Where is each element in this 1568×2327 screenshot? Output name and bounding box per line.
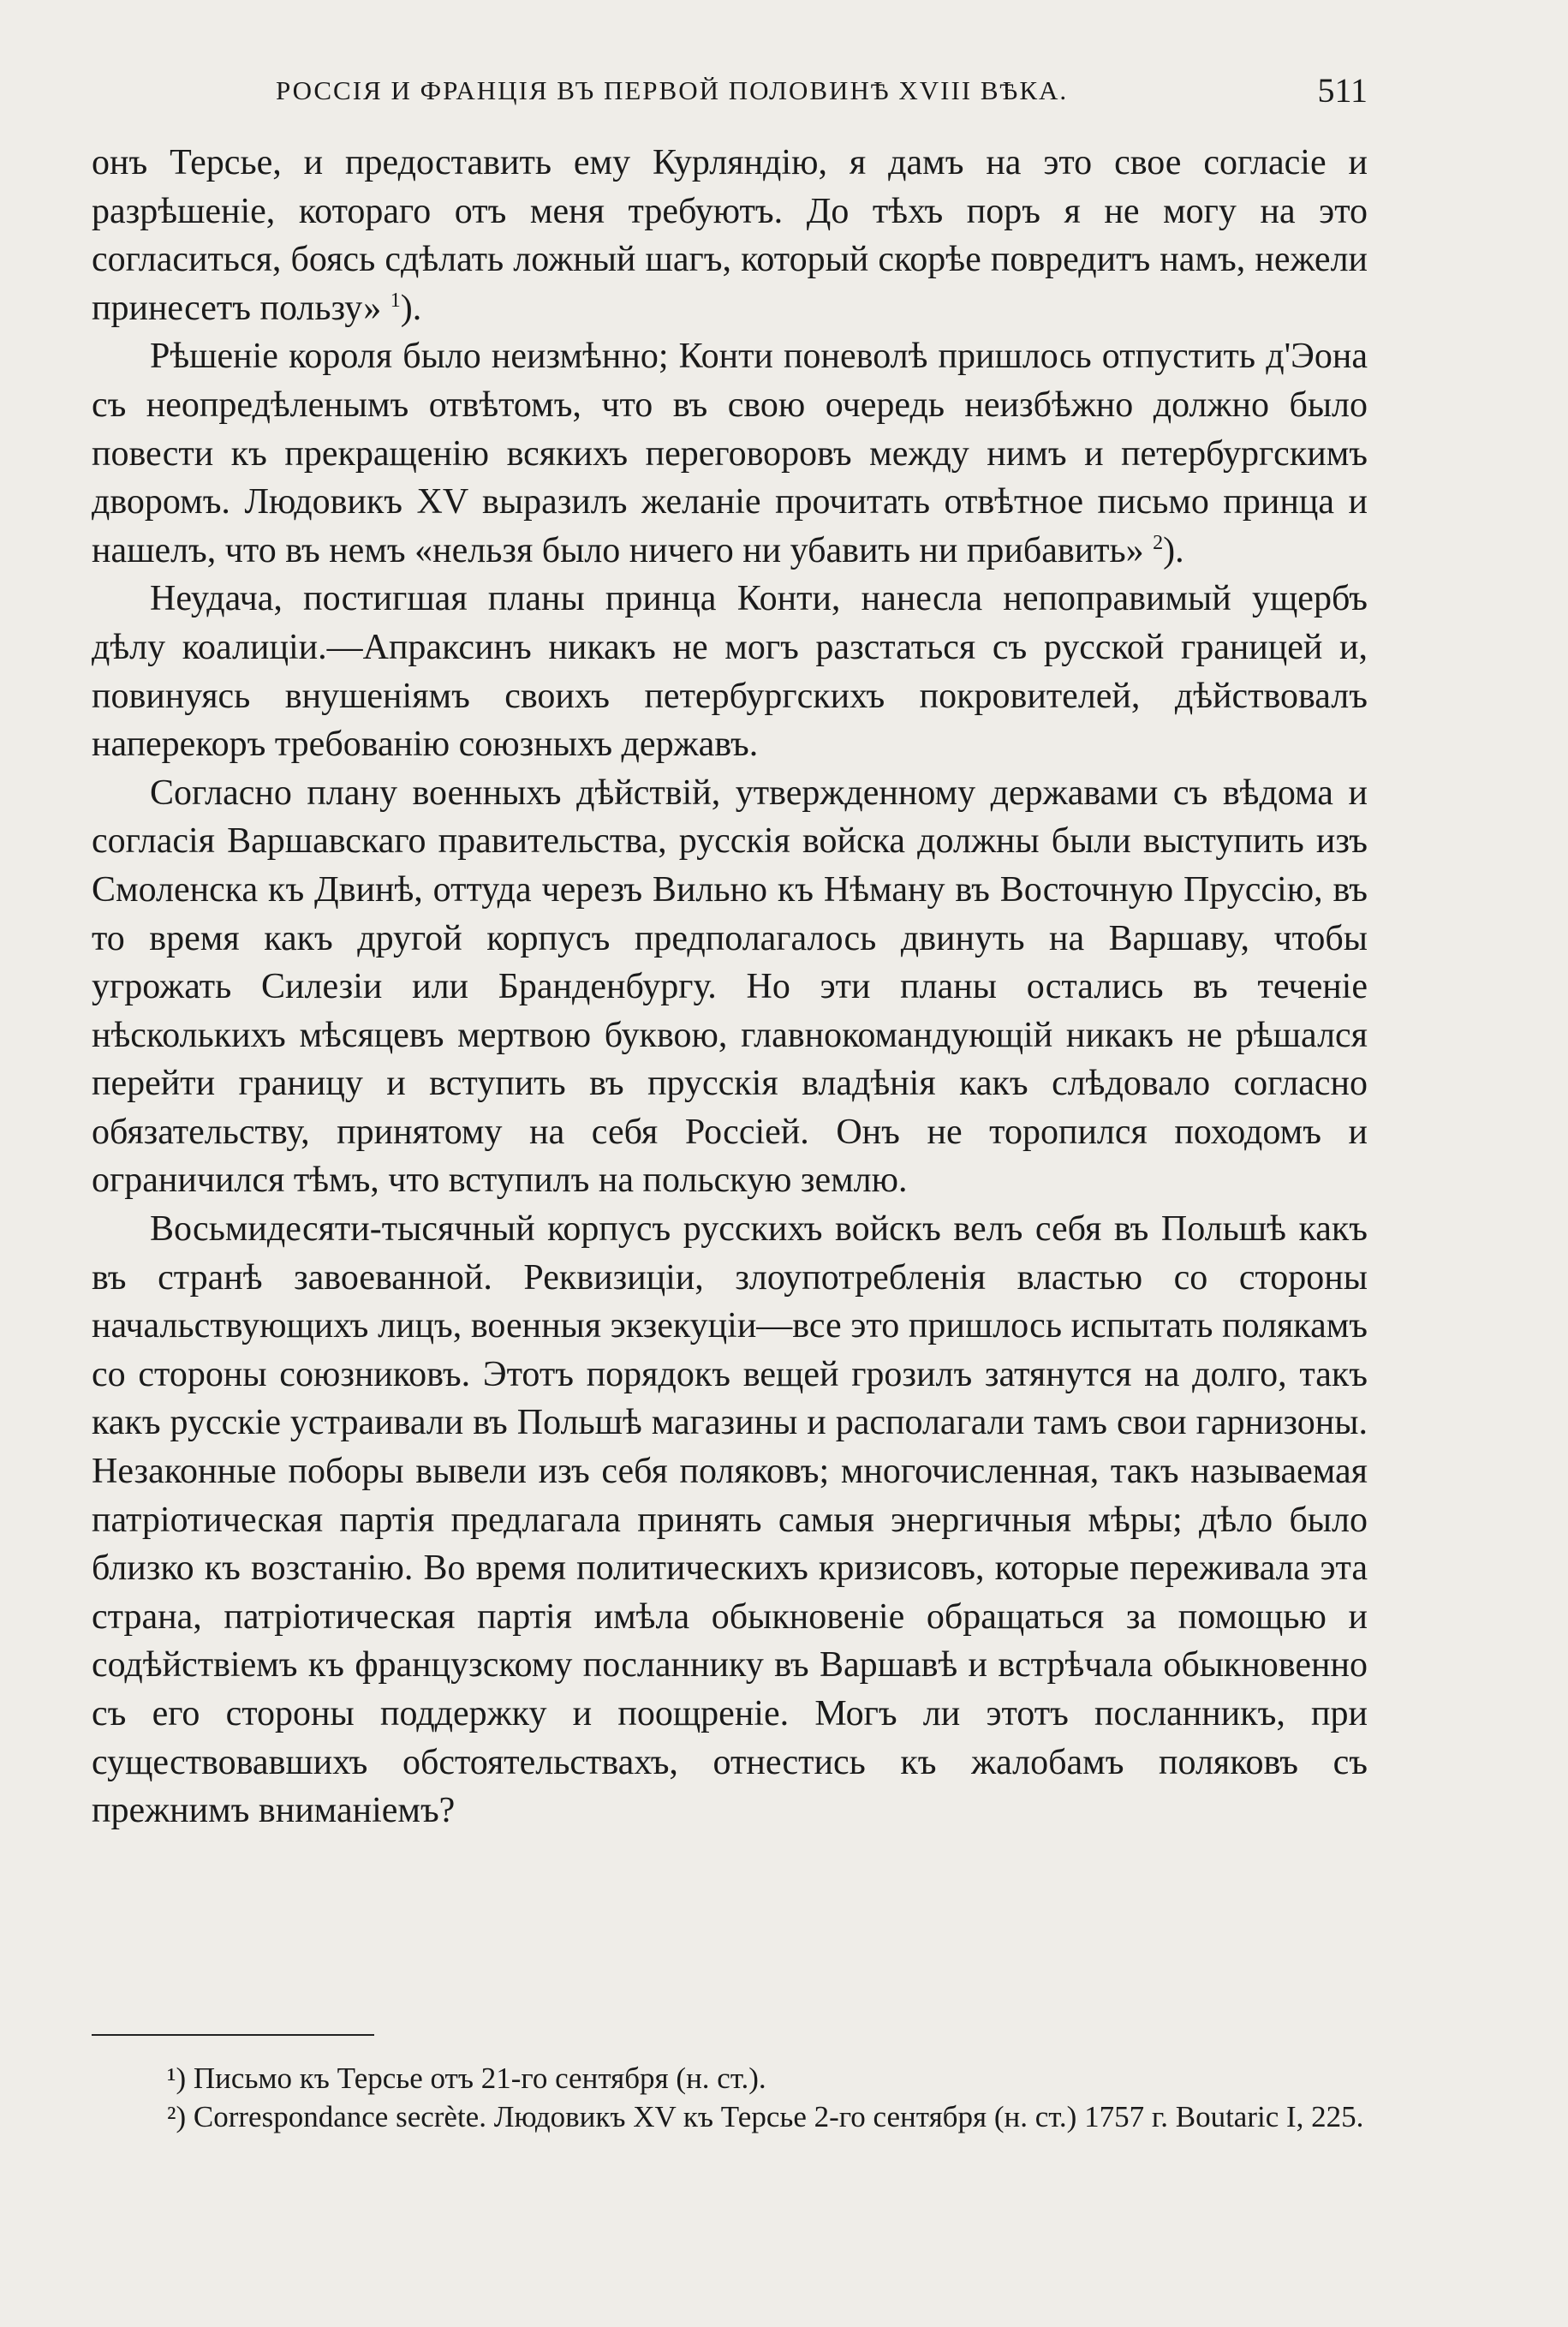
page-number: 511 <box>1317 71 1368 110</box>
footnote <box>92 2059 1368 2097</box>
footnote <box>92 2097 1368 2136</box>
paragraph-text: Рѣшеніе короля было неизмѣнно; Конти поневолѣ пришлось отпустить д'Эона съ неопредѣленымъ отвѣтомъ, что въ свою очередь неизбѣжно должно было повести къ прекращенію всякихъ переговоровъ между нимъ и петербургскимъ дворомъ. Людовикъ XV выразилъ желаніе прочитать отвѣтное письмо принца и нашелъ, что въ немъ «нельзя было ничего ни убавить ни прибавить» <box>92 337 1368 570</box>
footnote-ref: 1 <box>390 289 401 312</box>
footnote-text: Письмо къ Терсье отъ 21-го сентября (н. ст.). <box>186 2061 766 2095</box>
paragraph: Неудача, постигшая планы принца Конти, нанесла непоправимый ущербъ дѣлу коалиціи.—Апраксинъ никакъ не могъ разстаться съ русской границей и, повинуясь внушеніямъ своихъ петербургскихъ покровителей, дѣйствовалъ наперекоръ требованію союзныхъ державъ. <box>92 579 1368 765</box>
paragraph-tail: ). <box>1163 530 1184 570</box>
paragraph-text: онъ Терсье, и предоставить ему Курляндію, я дамъ на это свое согласіе и разрѣшеніе, котораго отъ меня требуютъ. До тѣхъ поръ я не могу на это согласиться, боясь сдѣлать ложный шагъ, который скорѣе повредитъ намъ, нежели принесетъ пользу» <box>92 143 1368 328</box>
paragraph-continued <box>92 139 1368 332</box>
paragraph: Восьмидесяти-тысячный корпусъ русскихъ войскъ велъ себя въ Польшѣ какъ въ странѣ завоеванной. Реквизиціи, злоупотребленія властью со стороны начальствующихъ лицъ, военныя экзекуціи—все это пришлось испытать полякамъ со стороны союзниковъ. Этотъ порядокъ вещей грозилъ затянутся на долго, такъ какъ русскіе устраивали въ Польшѣ магазины и располагали тамъ свои гарнизоны. Незаконные поборы вывели изъ себя поляковъ; многочисленная, такъ называемая патріотическая партія предлагала принять самыя энергичныя мѣры; дѣло было близко къ возстанію. Во время политическихъ кризисовъ, которые переживала эта страна, патріотическая партія имѣла обыкновеніе обращаться за помощью и содѣйствіемъ къ французскому посланнику въ Варшавѣ и встрѣчала обыкновенно съ его стороны поддержку и поощреніе. Могъ ли этотъ посланникъ, при существовавшихъ обстоятельствахъ, отнестись къ жалобамъ поляковъ съ прежнимъ вниманіемъ? <box>92 1209 1368 1831</box>
paragraph: Согласно плану военныхъ дѣйствій, утвержденному державами съ вѣдома и согласія Варшавскаго правительства, русскія войска должны были выступить изъ Смоленска къ Двинѣ, оттуда черезъ Вильно къ Нѣману въ Восточную Пруссію, въ то время какъ другой корпусъ предполагалось двинуть на Варшаву, чтобы угрожать Силезіи или Бранденбургу. Но эти планы остались въ теченіе нѣсколькихъ мѣсяцевъ мертвою буквою, главнокомандующій никакъ не рѣшался перейти границу и вступить въ прусскія владѣнія какъ слѣдовало согласно обязательству, принятому на себя Россіей. Онъ не торопился походомъ и ограничился тѣмъ, что вступилъ на польскую землю. <box>92 773 1368 1201</box>
body-text <box>92 139 1368 1835</box>
footnote-text: Correspondance secrète. Людовикъ XV къ Терсье 2-го сентября (н. ст.) 1757 г. Boutaric I, 225. <box>186 2100 1364 2133</box>
paragraph-tail: ). <box>400 288 422 328</box>
footnote-ref: 2 <box>1153 531 1164 554</box>
footnote-separator <box>92 2034 374 2036</box>
footnotes <box>92 2059 1368 2136</box>
footnote-marker: ¹) <box>167 2061 187 2095</box>
footnote-marker: ²) <box>167 2100 187 2133</box>
paragraph <box>92 332 1368 575</box>
page-header <box>92 71 1368 127</box>
running-title: РОССІЯ И ФРАНЦІЯ ВЪ ПЕРВОЙ ПОЛОВИНѢ XVIII ВѢКА. <box>276 75 1069 105</box>
